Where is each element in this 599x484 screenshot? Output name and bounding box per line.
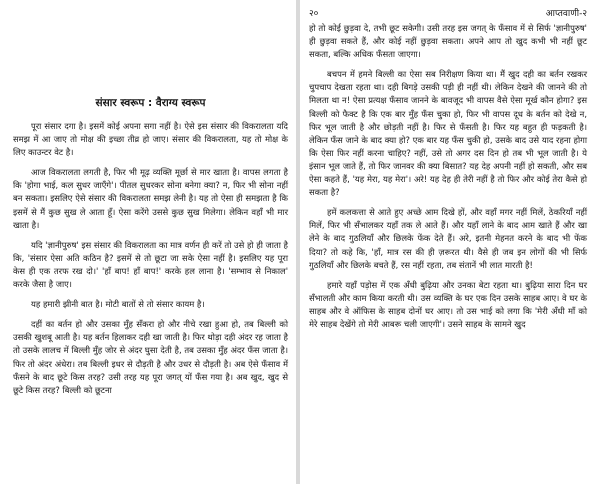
page-number: २० xyxy=(309,9,319,19)
paragraph: पूरा संसार दगा है। इसमें कोई अपना सगा नहीं है। ऐसे इस संसार की विकरालता यदि समझ में आ जाए तो मोक्ष की इच्छा तीव्र हो जाए। संसार की विकरालता, यह तो मोक्ष के लिए काउन्टर वेट है। xyxy=(13,121,288,158)
paragraph: बचपन में हमने बिल्ली का ऐसा सब निरीक्षण किया था। मैं खुद दही का बर्तन रखकर चुपचाप देखता रहता था। दही बिगड़े उसकी पड़ी ही नहीं थी। लेकिन देखने की जानने की तो मिलता था न! ऐसा प्रत्यक्ष फँसाव जानने के बावजूद भी वापस वैसे ऐसा मूर्ख कौन होगा? इस बिल्ली को फैक्ट है कि एक बार मुँह फँस चुका हो, फिर भी वापस दूध के बर्तन को देखे न, फिर भूल जाती है और छोड़ती नहीं है। फिर से फँसती है। फिर यह बहुत ही फड़कती है। लेकिन फँस जाने के बाद क्या हो? एक बार यह फँस चुकी हो, उसके बाद उसे याद रहना होगा कि ऐसा फिर नहीं करना चाहिए? नहीं, उसे तो अगर दस दिन हो तब भी भूल जाती है। ये इंसान भूल जाते हैं, तो फिर जानवर की क्या बिसात? यह देह अपनी नहीं हो सकती, और सब ऐसा कहते हैं, 'यह मेरा, यह मेरा'। अरे! यह देह ही तेरी नहीं है तो फिर और कोई तेरा कैसे हो सकता है? xyxy=(309,69,587,198)
running-title: आप्तवाणी-२ xyxy=(545,9,587,19)
paragraph: यदि 'ज्ञानीपुरुष' इस संसार की विकरालता का मात्र वर्णन ही करें तो उसे हो ही जाता है कि, 'संसार ऐसा अति कठिन है? इसमें से तो छूटा जा सके ऐसा नहीं है। इसलिए यह पूरा केस ही एक तरफ रख दो।' 'हाँ बाप! हाँ बाप!' करके हल लाना है। 'सम्भाव से निकाल' करके जैसा है जाए। xyxy=(13,239,288,290)
left-page xyxy=(0,0,296,484)
paragraph: हो तो कोई छुड़वा दे, तभी छूट सकेगी। उसी तरह इस जगत् के फँसाव में से सिर्फ 'ज्ञानीपुरुष' ही छुड़वा सकते हैं, और कोई नहीं छुड़वा सकता। अपने आप तो खुद कभी भी नहीं छूट सकता, बल्कि अधिक फँसता जाएगा। xyxy=(309,23,587,60)
chapter-title: संसार स्वरूप : वैराग्य स्वरूप xyxy=(95,97,206,109)
paragraph: हमारे यहाँ पड़ोस में एक अँधी बुढ़िया और उनका बेटा रहता था। बुढ़िया सारा दिन घर सँभालती और काम किया करती थी। उस व्यक्ति के घर एक दिन उसके साहब आए। वे घर के साहब और वे ऑफिस के साहब दोनों घर आए। तो उस भाई को लगा कि 'मेरी अँधी माँ को मेरे साहब देखेंगे तो मेरी आबरू चली जाएगी'। उसने साहब के सामने खुद xyxy=(309,279,587,329)
paragraph: यह हमारी झीनी बात है। मोटी बातों से तो संसार कायम है। xyxy=(31,299,205,310)
running-header xyxy=(309,8,587,20)
paragraph: दहीं का बर्तन हो और उसका मुँह सँकरा हो और नीचे रखा हुआ हो, तब बिल्ली को उसकी खुशबू आती है। यह बर्तन हिलाकर दही खा जाती है। फिर थोड़ा दही अंदर रह जाता है तो उसके लालच में बिल्ली मुँह जोर से अंदर घुसा देती है, तब उसका मुँह अंदर फँस जाता है। फिर तो अंदर अंधेरा। तब बिल्ली इधर से दौड़ती है और उधर से दौड़ती है। अब ऐसे फँसाव में फँसने के बाद छूटे किस तरह? उसी तरह यह पूरा जगत् यों फँस गया है। अब खुद, खुद से छूटे किस तरह? बिल्ली को छूटना xyxy=(13,319,288,395)
paragraph: हमें कलकत्ता से आते हुए अच्छे आम दिखे हों, और वहाँ मगर नहीं मिलें, ठेकरियाँ नहीं मिलें, फिर भी सँभालकर यहाँ तक ले आते हैं। और यहाँ लाने के बाद आम खाते हैं और खा लेने के बाद गुठलियाँ और छिलके फेंक देते हैं। अरे, इतनी मेहनत करने के बाद भी फेंक दिया? तो कहे कि, 'हाँ, मात्र रस की ही ज़रूरत थी। वैसे ही जब इन लोगों की भी सिर्फ गुठलियाँ और छिलके बचते हैं, रस नहीं रहता, तब संतानें भी लात मारती है! xyxy=(309,207,587,270)
right-page xyxy=(300,0,599,484)
paragraph: आज विकरालता लगती है, फिर भी मूढ़ व्यक्ति मूर्छा से मार खाता है। वापस लगता है कि 'होगा भाई, कल सुधर जाएँगे'। पीतल सुधरकर सोना बनेगा क्या? न, फिर भी सोना नहीं बन सकता। इसलिए ऐसे संसार की विकरालता समझ लेनी है। यह तो ऐसा ही समझता है कि इसमें से मैं कुछ सुख ले आता हूँ। ऐसा करेंगे उससे कुछ सुख मिलेगा। लेकिन वहाँ भी मार खाता है। xyxy=(13,167,288,230)
